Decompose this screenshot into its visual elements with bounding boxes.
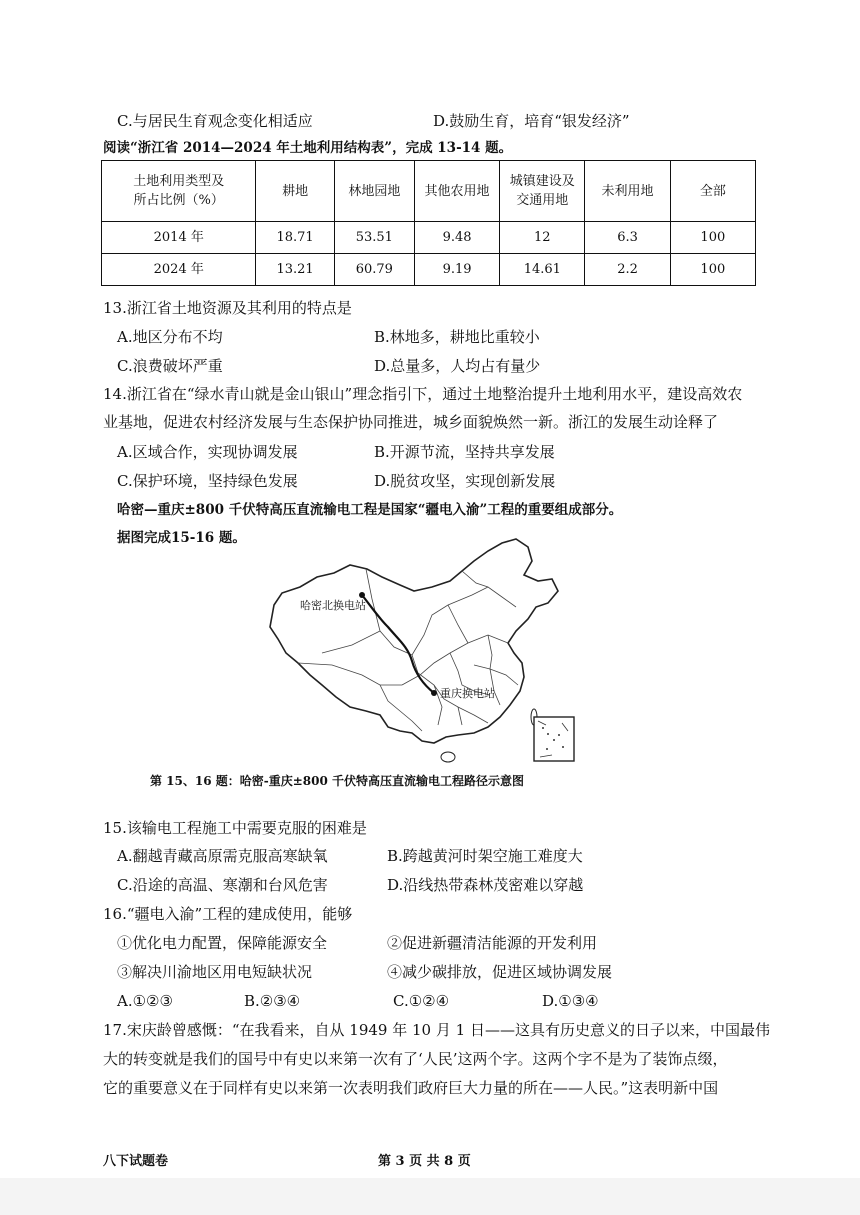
table-cell: 100 xyxy=(670,254,755,286)
table-row xyxy=(102,254,756,286)
header-col-total: 全部 xyxy=(670,161,755,222)
header-col-urban-line1: 城镇建设及 xyxy=(509,174,575,189)
table-cell: 53.51 xyxy=(334,222,414,254)
q14-option-b: B.开源节流，坚持共享发展 xyxy=(374,443,555,461)
q16-option-a: A.①②③ xyxy=(117,992,173,1010)
q14-stem-line1: 14.浙江省在“绿水青山就是金山银山”理念指引下，通过土地整治提升土地利用水平，建设高效农 xyxy=(103,385,743,403)
map-caption: 第 15、16 题：哈密-重庆±800 千伏特高压直流输电工程路径示意图 xyxy=(150,774,525,788)
q16-stem: 16.“疆电入渝”工程的建成使用，能够 xyxy=(103,905,353,923)
table-cell: 9.48 xyxy=(414,222,499,254)
table-cell: 14.61 xyxy=(500,254,585,286)
intro-15-16-line2: 据图完成15-16 题。 xyxy=(117,530,246,546)
header-col-unused: 未利用地 xyxy=(585,161,670,222)
q14-stem-line2: 业基地，促进农村经济发展与生态保护协同推进，城乡面貌焕然一新。浙江的发展生动诠释了 xyxy=(103,413,719,431)
header-col-arable: 耕地 xyxy=(256,161,334,222)
q14-option-d: D.脱贫攻坚，实现创新发展 xyxy=(374,472,556,490)
china-map-figure xyxy=(262,535,592,767)
q13-option-b: B.林地多，耕地比重较小 xyxy=(374,328,540,346)
table-cell: 12 xyxy=(500,222,585,254)
q16-statement-3: ③解决川渝地区用电短缺状况 xyxy=(117,963,313,981)
row-year: 2024 年 xyxy=(102,254,256,286)
header-category-line2: 所占比例（%） xyxy=(133,193,224,208)
table-cell: 60.79 xyxy=(334,254,414,286)
hami-station-dot xyxy=(359,592,365,598)
row-year: 2014 年 xyxy=(102,222,256,254)
header-col-urban xyxy=(500,161,585,222)
table-cell: 6.3 xyxy=(585,222,670,254)
scan-bottom-margin xyxy=(0,1178,860,1215)
q16-statement-4: ④减少碳排放，促进区域协调发展 xyxy=(387,963,613,981)
table-cell: 18.71 xyxy=(256,222,334,254)
table-cell: 9.19 xyxy=(414,254,499,286)
q14-option-c: C.保护环境，坚持绿色发展 xyxy=(117,472,298,490)
q16-option-d: D.①③④ xyxy=(542,992,599,1010)
q15-option-a: A.翻越青藏高原需克服高寒缺氧 xyxy=(117,847,328,865)
q15-option-c: C.沿途的高温、寒潮和台风危害 xyxy=(117,876,328,894)
header-col-forest: 林地园地 xyxy=(334,161,414,222)
q13-option-d: D.总量多，人均占有量少 xyxy=(374,357,541,375)
footer-page-number: 第 3 页 共 8 页 xyxy=(378,1154,471,1169)
label-hami-station: 哈密北换电站 xyxy=(300,599,366,612)
china-outline-map xyxy=(262,535,592,767)
q17-line2: 大的转变就是我们的国号中有史以来第一次有了‘人民’这两个字。这两个字不是为了装饰点缀， xyxy=(103,1050,728,1068)
table-cell: 13.21 xyxy=(256,254,334,286)
q13-stem: 13.浙江省土地资源及其利用的特点是 xyxy=(103,299,352,317)
q17-line3: 它的重要意义在于同样有史以来第一次表明我们政府巨大力量的所在——人民。”这表明新中国 xyxy=(103,1079,719,1097)
q13-option-a: A.地区分布不均 xyxy=(117,328,223,346)
q15-stem: 15.该输电工程施工中需要克服的困难是 xyxy=(103,819,367,837)
table-row xyxy=(102,222,756,254)
q15-option-d: D.沿线热带森林茂密难以穿越 xyxy=(387,876,584,894)
q16-option-c: C.①②④ xyxy=(393,992,450,1010)
q16-statement-2: ②促进新疆清洁能源的开发利用 xyxy=(387,934,598,952)
header-col-urban-line2: 交通用地 xyxy=(516,193,569,208)
footer-paper-name: 八下试题卷 xyxy=(103,1154,169,1169)
table-header-row xyxy=(102,161,756,222)
chongqing-station-dot xyxy=(431,690,437,696)
header-category-cell xyxy=(102,161,256,222)
header-category-line1: 土地利用类型及 xyxy=(133,174,225,189)
q12-option-d: D.鼓励生育，培育“银发经济” xyxy=(433,112,630,130)
q16-option-b: B.②③④ xyxy=(244,992,301,1010)
table-cell: 2.2 xyxy=(585,254,670,286)
q15-option-b: B.跨越黄河时架空施工难度大 xyxy=(387,847,583,865)
table-cell: 100 xyxy=(670,222,755,254)
q13-option-c: C.浪费破坏严重 xyxy=(117,357,223,375)
intro-15-16-line1: 哈密—重庆±800 千伏特高压直流输电工程是国家“疆电入渝”工程的重要组成部分。 xyxy=(117,502,623,518)
q17-line1: 17.宋庆龄曾感慨：“在我看来，自从 1949 年 10 月 1 日——这具有历史意义的日子以来，中国最伟 xyxy=(103,1021,770,1039)
q16-statement-1: ①优化电力配置，保障能源安全 xyxy=(117,934,328,952)
header-col-other-agri: 其他农用地 xyxy=(414,161,499,222)
china-border xyxy=(270,539,558,743)
hainan-island xyxy=(441,752,455,762)
q14-option-a: A.区域合作，实现协调发展 xyxy=(117,443,298,461)
land-use-table xyxy=(101,160,756,286)
reading-instruction-13-14: 阅读“浙江省 2014—2024 年土地利用结构表”，完成 13-14 题。 xyxy=(103,140,513,156)
label-chongqing-station: 重庆换电站 xyxy=(440,687,495,700)
q12-option-c: C.与居民生育观念变化相适应 xyxy=(117,112,313,130)
